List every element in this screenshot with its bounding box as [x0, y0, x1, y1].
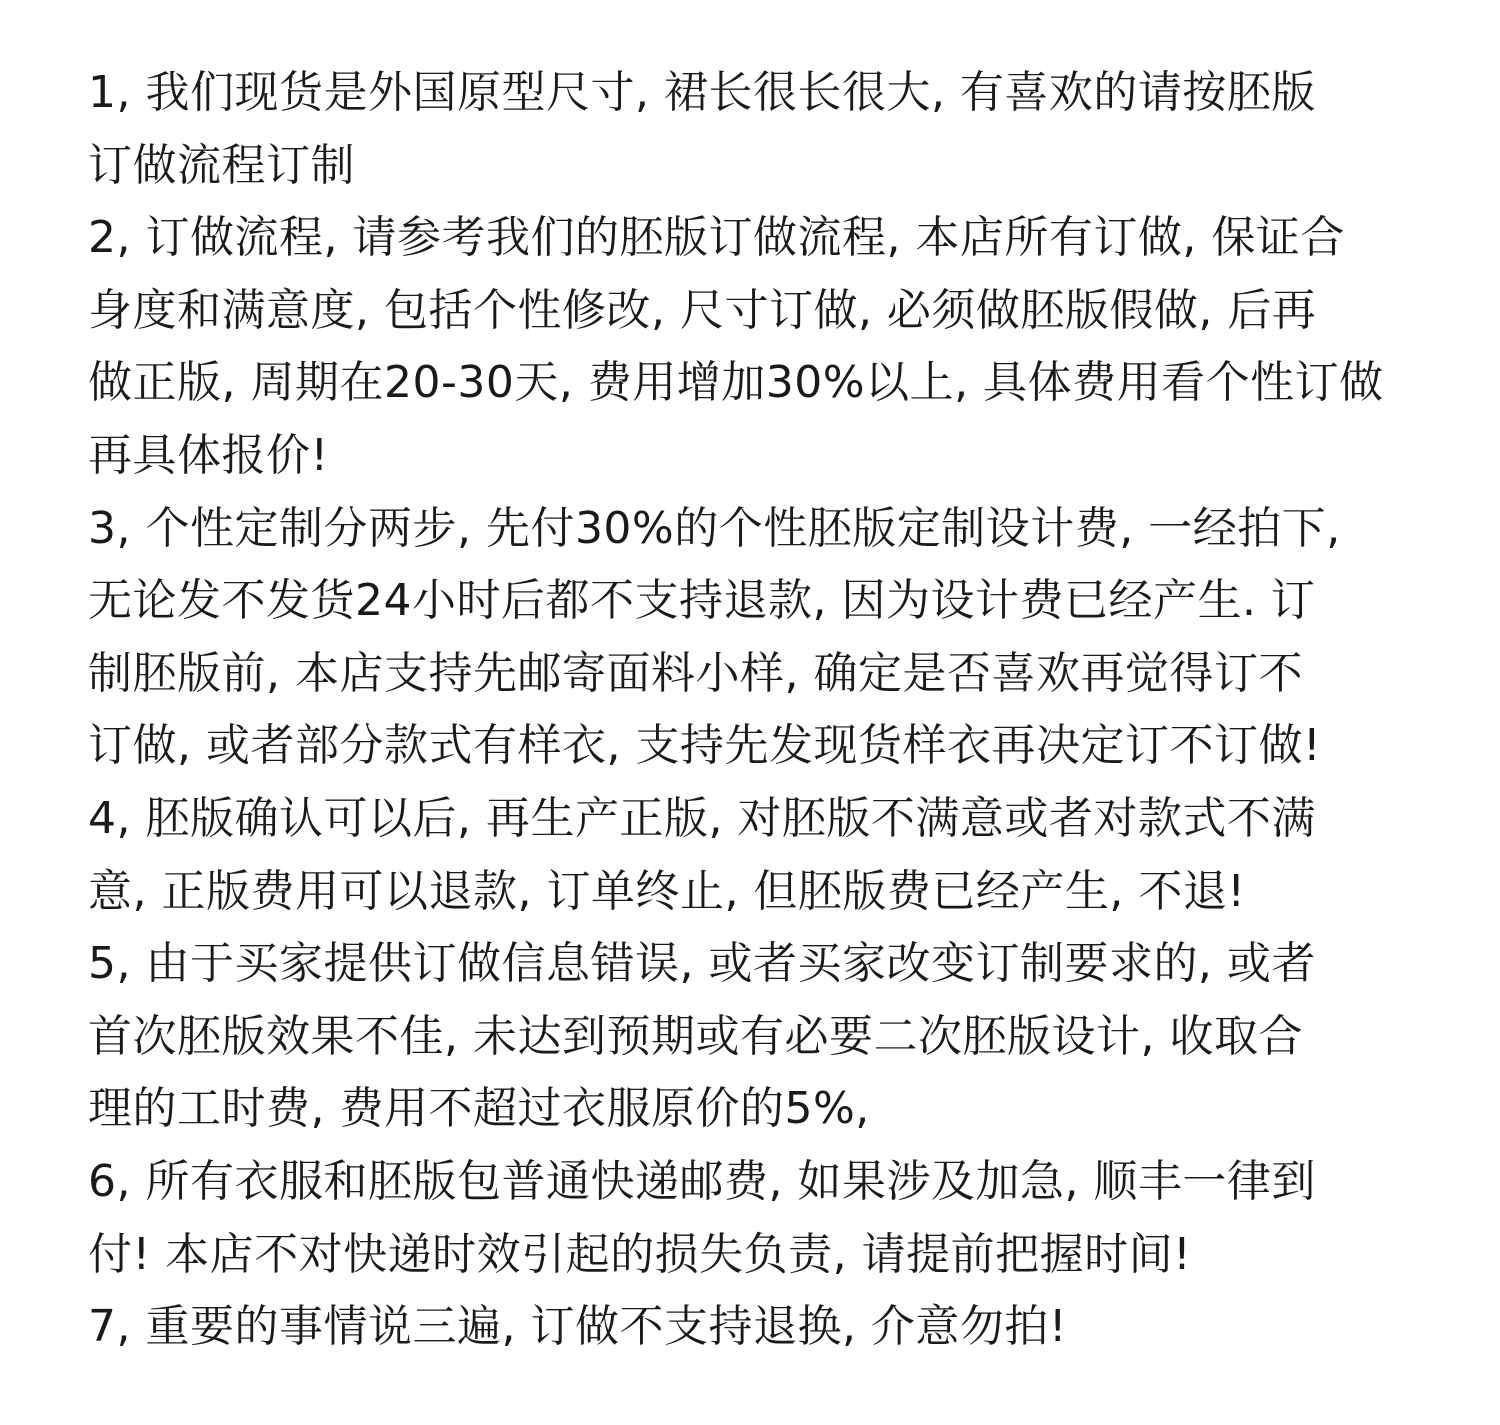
- policy-line: 订做, 或者部分款式有样衣, 支持先发现货样衣再决定订不订做!: [88, 720, 1322, 772]
- policy-item-6: [88, 1146, 1428, 1291]
- policy-line: 身度和满意度, 包括个性修改, 尺寸订做, 必须做胚版假做, 后再: [88, 284, 1317, 336]
- policy-line: 理的工时费, 费用不超过衣服原价的5%,: [88, 1083, 870, 1135]
- policy-line: 7, 重要的事情说三遍, 订做不支持退换, 介意勿拍!: [88, 1301, 1068, 1353]
- policy-line: 4, 胚版确认可以后, 再生产正版, 对胚版不满意或者对款式不满: [88, 792, 1316, 844]
- policy-line: 再具体报价!: [88, 429, 329, 481]
- policy-line: 制胚版前, 本店支持先邮寄面料小样, 确定是否喜欢再觉得订不: [88, 647, 1303, 699]
- policy-item-1: [88, 57, 1428, 202]
- policy-line: 首次胚版效果不佳, 未达到预期或有必要二次胚版设计, 收取合: [88, 1010, 1303, 1062]
- policy-item-4: [88, 783, 1428, 928]
- policy-line: 意, 正版费用可以退款, 订单终止, 但胚版费已经产生, 不退!: [88, 865, 1246, 917]
- policy-item-5: [88, 928, 1428, 1146]
- policy-line: 1, 我们现货是外国原型尺寸, 裙长很长很大, 有喜欢的请按胚版: [88, 67, 1316, 118]
- policy-line: 无论发不发货24小时后都不支持退款, 因为设计费已经产生. 订: [88, 575, 1316, 627]
- policy-line: 做正版, 周期在20-30天, 费用增加30%以上, 具体费用看个性订做: [88, 357, 1384, 409]
- policy-line: 订做流程订制: [88, 139, 355, 191]
- policy-item-2: [88, 202, 1428, 492]
- policy-line: 6, 所有衣服和胚版包普通快递邮费, 如果涉及加急, 顺丰一律到: [88, 1155, 1316, 1207]
- policy-notice: [88, 57, 1428, 1364]
- policy-line: 2, 订做流程, 请参考我们的胚版订做流程, 本店所有订做, 保证合: [88, 212, 1345, 264]
- policy-item-7: [88, 1291, 1428, 1364]
- policy-line: 付! 本店不对快递时效引起的损失负责, 请提前把握时间!: [88, 1228, 1192, 1280]
- policy-line: 3, 个性定制分两步, 先付30%的个性胚版定制设计费, 一经拍下,: [88, 502, 1341, 554]
- policy-item-3: [88, 493, 1428, 783]
- policy-line: 5, 由于买家提供订做信息错误, 或者买家改变订制要求的, 或者: [88, 938, 1316, 990]
